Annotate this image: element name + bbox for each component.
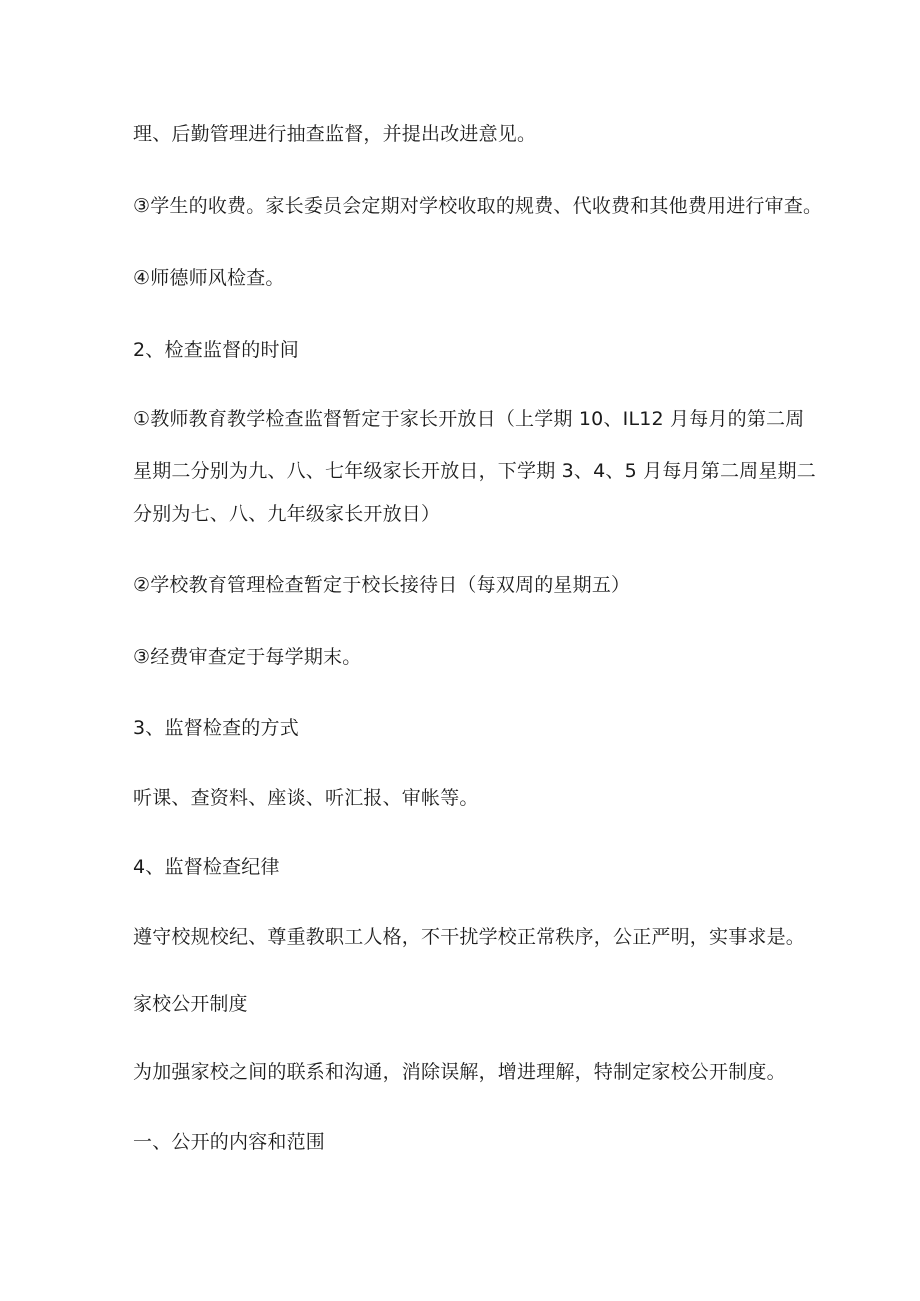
paragraph-line: ①教师教育教学检查监督暂定于家长开放日（上学期 10、IL12 月每月的第二周 (133, 408, 805, 430)
paragraph-line: 遵守校规校纪、尊重教职工人格，不干扰学校正常秩序，公正严明，实事求是。 (133, 926, 806, 948)
document-title: 家校公开制度 (133, 993, 248, 1015)
paragraph-line: 听课、查资料、座谈、听汇报、审帐等。 (133, 787, 479, 809)
section-heading: 一、公开的内容和范围 (133, 1131, 326, 1153)
paragraph-line: 分别为七、八、九年级家长开放日） (133, 503, 441, 525)
paragraph-line: 理、后勤管理进行抽查监督，并提出改进意见。 (133, 123, 537, 145)
section-heading: 3、监督检查的方式 (133, 717, 299, 739)
paragraph-line: 星期二分别为九、八、七年级家长开放日，下学期 3、4、5 月每月第二周星期二 (133, 460, 816, 482)
paragraph-line: ③学生的收费。家长委员会定期对学校收取的规费、代收费和其他费用进行审查。 (133, 195, 823, 217)
paragraph-line: ②学校教育管理检查暂定于校长接待日（每双周的星期五） (133, 574, 631, 596)
paragraph-line: 为加强家校之间的联系和沟通，消除误解，增进理解，特制定家校公开制度。 (133, 1061, 786, 1083)
paragraph-line: ③经费审查定于每学期末。 (133, 646, 362, 668)
section-heading: 4、监督检查纪律 (133, 856, 280, 878)
section-heading: 2、检查监督的时间 (133, 339, 299, 361)
paragraph-line: ④师德师风检查。 (133, 267, 285, 289)
